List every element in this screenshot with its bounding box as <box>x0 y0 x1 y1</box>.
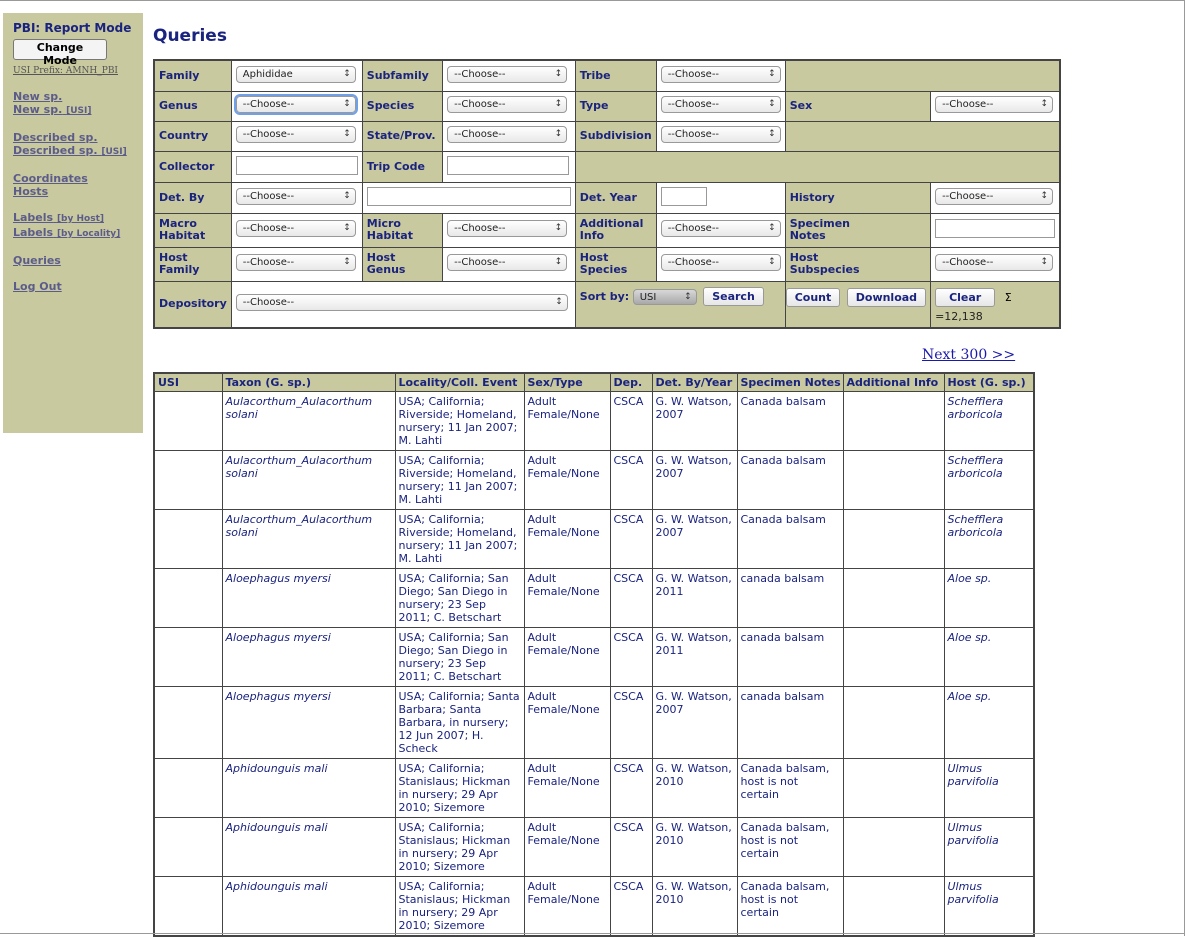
described-sp-usi-label: Described sp. <box>13 144 98 157</box>
clear-controls <box>931 281 1061 328</box>
host-subspecies-label <box>785 247 930 281</box>
host-species-label <box>575 247 656 281</box>
host-subspecies-label-line2: Subspecies <box>789 263 860 276</box>
cell-dep: CSCA <box>610 628 652 687</box>
specimen-notes-label <box>785 213 930 247</box>
cell-additional-info <box>843 759 944 818</box>
table-row[interactable] <box>154 510 1034 569</box>
specimen-notes-label-line1: Specimen <box>789 217 850 230</box>
sex-label: Sex <box>785 91 930 121</box>
type-select[interactable]: --Choose-- ↕ <box>661 96 781 113</box>
cell-taxon: Aulacorthum_Aulacorthum solani <box>222 510 395 569</box>
col-host[interactable]: Host (G. sp.) <box>944 373 1034 392</box>
tripcode-label: Trip Code <box>362 151 442 182</box>
cell-host: Schefflera arboricola <box>944 510 1034 569</box>
cell-sex-type: Adult Female/None <box>524 569 610 628</box>
cell-locality: USA; California; Santa Barbara; Santa Barbara, in nursery; 12 Jun 2007; H. Scheck <box>395 687 524 759</box>
cell-det-by-year: G. W. Watson, 2011 <box>652 569 737 628</box>
cell-dep: CSCA <box>610 877 652 937</box>
micro-habitat-select[interactable]: --Choose-- ↕ <box>447 220 567 237</box>
cell-locality: USA; California; Riverside; Homeland, nursery; 11 Jan 2007; M. Lahti <box>395 451 524 510</box>
country-label: Country <box>154 121 231 151</box>
cell-specimen-notes: canada balsam <box>737 628 843 687</box>
cell-specimen-notes: Canada balsam, host is not certain <box>737 759 843 818</box>
cell-sex-type: Adult Female/None <box>524 451 610 510</box>
col-taxon[interactable]: Taxon (G. sp.) <box>222 373 395 392</box>
cell-dep: CSCA <box>610 510 652 569</box>
by-host-tag: [by Host] <box>56 214 104 224</box>
cell-dep: CSCA <box>610 818 652 877</box>
cell-taxon: Aphidounguis mali <box>222 759 395 818</box>
download-button[interactable]: Download <box>847 288 926 307</box>
cell-det-by-year: G. W. Watson, 2011 <box>652 628 737 687</box>
host-family-select[interactable]: --Choose-- ↕ <box>236 254 356 271</box>
state-label: State/Prov. <box>362 121 442 151</box>
cell-specimen-notes: Canada balsam <box>737 451 843 510</box>
tribe-select[interactable]: --Choose-- ↕ <box>661 66 781 83</box>
detyear-input[interactable] <box>661 187 707 206</box>
host-family-label <box>154 247 231 281</box>
cell-additional-info <box>843 392 944 451</box>
detby-text-input[interactable] <box>367 187 571 206</box>
genus-label: Genus <box>154 91 231 121</box>
depository-select[interactable]: --Choose-- ↕ <box>236 294 568 311</box>
host-genus-label <box>362 247 442 281</box>
table-row[interactable] <box>154 628 1034 687</box>
host-genus-label-line2: Genus <box>366 263 406 276</box>
additional-info-label-line1: Additional <box>579 217 644 230</box>
cell-specimen-notes: Canada balsam, host is not certain <box>737 818 843 877</box>
col-usi[interactable]: USI <box>154 373 222 392</box>
cell-host: Aloe sp. <box>944 569 1034 628</box>
history-label: History <box>785 182 930 213</box>
total-count: =12,138 <box>935 309 983 323</box>
cell-additional-info <box>843 451 944 510</box>
cell-taxon: Aulacorthum_Aulacorthum solani <box>222 451 395 510</box>
cell-taxon: Aphidounguis mali <box>222 818 395 877</box>
micro-habitat-label-line2: Habitat <box>366 229 413 242</box>
usi-tag: [USI] <box>101 147 127 157</box>
cell-host: Ulmus parvifolia <box>944 818 1034 877</box>
table-row[interactable] <box>154 451 1034 510</box>
collector-label: Collector <box>154 151 231 182</box>
cell-locality: USA; California; Stanislaus; Hickman in nursery; 29 Apr 2010; Sizemore <box>395 818 524 877</box>
table-row[interactable] <box>154 877 1034 937</box>
cell-sex-type: Adult Female/None <box>524 687 610 759</box>
cell-det-by-year: G. W. Watson, 2007 <box>652 510 737 569</box>
cell-usi <box>154 628 222 687</box>
cell-host: Schefflera arboricola <box>944 392 1034 451</box>
family-select[interactable]: Aphididae ↕ <box>236 66 356 83</box>
detby-select[interactable]: --Choose-- ↕ <box>236 188 356 205</box>
search-button[interactable]: Search <box>703 287 764 306</box>
usi-tag: [USI] <box>66 106 92 116</box>
cell-additional-info <box>843 628 944 687</box>
cell-host: Ulmus parvifolia <box>944 759 1034 818</box>
cell-taxon: Aloephagus myersi <box>222 628 395 687</box>
query-form <box>153 59 1061 329</box>
empty-cell <box>785 60 1060 91</box>
cell-locality: USA; California; Stanislaus; Hickman in nursery; 29 Apr 2010; Sizemore <box>395 759 524 818</box>
cell-locality: USA; California; San Diego; San Diego in nursery; 23 Sep 2011; C. Betschart <box>395 569 524 628</box>
cell-usi <box>154 569 222 628</box>
cell-usi <box>154 687 222 759</box>
table-row[interactable] <box>154 569 1034 628</box>
results-header-row <box>154 373 1034 392</box>
depository-label: Depository <box>154 281 231 328</box>
state-select[interactable]: --Choose-- ↕ <box>447 126 567 143</box>
additional-info-select[interactable]: --Choose-- ↕ <box>661 220 781 237</box>
empty-cell <box>785 121 1060 151</box>
hosts-link[interactable]: Hosts <box>13 185 49 198</box>
table-row[interactable] <box>154 759 1034 818</box>
cell-dep: CSCA <box>610 451 652 510</box>
macro-habitat-label <box>154 213 231 247</box>
cell-usi <box>154 510 222 569</box>
cell-sex-type: Adult Female/None <box>524 628 610 687</box>
cell-dep: CSCA <box>610 569 652 628</box>
country-select[interactable]: --Choose-- ↕ <box>236 126 356 143</box>
cell-host: Aloe sp. <box>944 628 1034 687</box>
cell-specimen-notes: canada balsam <box>737 687 843 759</box>
cell-taxon: Aloephagus myersi <box>222 569 395 628</box>
cell-sex-type: Adult Female/None <box>524 392 610 451</box>
cell-dep: CSCA <box>610 759 652 818</box>
subfamily-label: Subfamily <box>362 60 442 91</box>
cell-usi <box>154 877 222 937</box>
col-locality[interactable]: Locality/Coll. Event <box>395 373 524 392</box>
queries-link[interactable]: Queries <box>13 254 61 267</box>
described-sp-link[interactable]: Described sp. <box>13 131 98 144</box>
col-specimen-notes[interactable]: Specimen Notes <box>737 373 843 392</box>
cell-locality: USA; California; Stanislaus; Hickman in nursery; 29 Apr 2010; Sizemore <box>395 877 524 937</box>
coordinates-link[interactable]: Coordinates <box>13 172 88 185</box>
sortby-select[interactable]: USI ↕ <box>633 289 697 305</box>
cell-sex-type: Adult Female/None <box>524 510 610 569</box>
macro-habitat-label-line1: Macro <box>159 217 197 230</box>
additional-info-label-line2: Info <box>579 229 605 242</box>
cell-det-by-year: G. W. Watson, 2007 <box>652 392 737 451</box>
host-genus-label-line1: Host <box>366 251 396 264</box>
host-species-label-line2: Species <box>579 263 628 276</box>
cell-additional-info <box>843 510 944 569</box>
host-family-label-line1: Host <box>159 251 188 264</box>
cell-sex-type: Adult Female/None <box>524 818 610 877</box>
change-mode-button[interactable]: Change Mode <box>13 39 107 60</box>
collector-input[interactable] <box>236 156 358 175</box>
cell-additional-info <box>843 818 944 877</box>
sidebar <box>3 13 143 433</box>
top-border <box>0 0 1185 1</box>
type-label: Type <box>575 91 656 121</box>
detyear-label: Det. Year <box>575 182 656 213</box>
species-select[interactable]: --Choose-- ↕ <box>447 96 567 113</box>
micro-habitat-label-line1: Micro <box>366 217 401 230</box>
action-controls <box>785 281 930 328</box>
cell-specimen-notes: Canada balsam <box>737 392 843 451</box>
sex-select[interactable]: --Choose-- ↕ <box>935 96 1053 113</box>
table-row[interactable] <box>154 392 1034 451</box>
cell-additional-info <box>843 687 944 759</box>
cell-dep: CSCA <box>610 687 652 759</box>
by-locality-tag: [by Locality] <box>56 229 121 239</box>
host-species-label-line1: Host <box>579 251 609 264</box>
cell-host: Ulmus parvifolia <box>944 877 1034 937</box>
cell-additional-info <box>843 569 944 628</box>
specimen-notes-label-line2: Notes <box>789 229 826 242</box>
host-species-select[interactable]: --Choose-- ↕ <box>661 254 781 271</box>
sort-controls <box>575 281 785 328</box>
count-button[interactable]: Count <box>786 288 841 307</box>
results-table <box>153 372 1035 937</box>
host-genus-select[interactable]: --Choose-- ↕ <box>447 254 567 271</box>
col-sex-type[interactable]: Sex/Type <box>524 373 610 392</box>
cell-specimen-notes: canada balsam <box>737 569 843 628</box>
host-subspecies-label-line1: Host <box>789 251 819 264</box>
additional-info-label <box>575 213 656 247</box>
col-det-by-year[interactable]: Det. By/Year <box>652 373 737 392</box>
bottom-border <box>0 933 1185 934</box>
host-family-label-line2: Family <box>159 263 200 276</box>
subdivision-label: Subdivision <box>575 121 656 151</box>
empty-cell <box>575 151 1060 182</box>
cell-dep: CSCA <box>610 392 652 451</box>
usi-prefix: USI Prefix: AMNH_PBI <box>13 66 118 76</box>
table-row[interactable] <box>154 687 1034 759</box>
cell-det-by-year: G. W. Watson, 2010 <box>652 818 737 877</box>
mode-title: PBI: Report Mode <box>13 21 132 35</box>
sortby-label: Sort by: <box>579 289 630 303</box>
next-page-link[interactable]: Next 300 >> <box>922 347 1016 363</box>
cell-locality: USA; California; San Diego; San Diego in nursery; 23 Sep 2011; C. Betschart <box>395 628 524 687</box>
cell-det-by-year: G. W. Watson, 2007 <box>652 687 737 759</box>
cell-usi <box>154 818 222 877</box>
macro-habitat-label-line2: Habitat <box>159 229 206 242</box>
described-sp-usi-link[interactable] <box>13 144 133 159</box>
cell-sex-type: Adult Female/None <box>524 877 610 937</box>
micro-habitat-label <box>362 213 442 247</box>
cell-det-by-year: G. W. Watson, 2007 <box>652 451 737 510</box>
history-select[interactable]: --Choose-- ↕ <box>935 188 1053 205</box>
cell-taxon: Aloephagus myersi <box>222 687 395 759</box>
cell-additional-info <box>843 877 944 937</box>
host-subspecies-select[interactable]: --Choose-- ↕ <box>935 254 1053 271</box>
cell-locality: USA; California; Riverside; Homeland, nursery; 11 Jan 2007; M. Lahti <box>395 510 524 569</box>
cell-det-by-year: G. W. Watson, 2010 <box>652 877 737 937</box>
tribe-label: Tribe <box>575 60 656 91</box>
cell-locality: USA; California; Riverside; Homeland, nursery; 11 Jan 2007; M. Lahti <box>395 392 524 451</box>
cell-specimen-notes: Canada balsam <box>737 510 843 569</box>
page-title: Queries <box>153 26 227 46</box>
table-row[interactable] <box>154 818 1034 877</box>
cell-taxon: Aulacorthum_Aulacorthum solani <box>222 392 395 451</box>
cell-specimen-notes: Canada balsam, host is not certain <box>737 877 843 937</box>
detby-label: Det. By <box>154 182 231 213</box>
labels-by-locality-link[interactable] <box>13 226 133 241</box>
cell-host: Schefflera arboricola <box>944 451 1034 510</box>
labels-label: Labels <box>13 226 54 239</box>
cell-det-by-year: G. W. Watson, 2010 <box>652 759 737 818</box>
species-label: Species <box>362 91 442 121</box>
labels-label: Labels <box>13 211 54 224</box>
sigma-icon: Σ <box>1004 290 1012 304</box>
new-sp-link[interactable]: New sp. <box>13 90 63 103</box>
clear-button[interactable]: Clear <box>935 288 995 307</box>
specimen-notes-input[interactable] <box>935 219 1055 238</box>
genus-select[interactable]: --Choose-- ↕ <box>236 96 356 113</box>
subfamily-select[interactable]: --Choose-- ↕ <box>447 66 567 83</box>
cell-usi <box>154 392 222 451</box>
cell-usi <box>154 451 222 510</box>
cell-sex-type: Adult Female/None <box>524 759 610 818</box>
new-sp-usi-label: New sp. <box>13 103 63 116</box>
logout-link[interactable]: Log Out <box>13 280 62 293</box>
tripcode-input[interactable] <box>447 156 569 175</box>
new-sp-usi-link[interactable] <box>13 103 133 118</box>
col-additional-info[interactable]: Additional Info <box>843 373 944 392</box>
cell-usi <box>154 759 222 818</box>
labels-by-host-link[interactable] <box>13 211 133 226</box>
cell-host: Aloe sp. <box>944 687 1034 759</box>
family-label: Family <box>154 60 231 91</box>
col-dep[interactable]: Dep. <box>610 373 652 392</box>
macro-habitat-select[interactable]: --Choose-- ↕ <box>236 220 356 237</box>
cell-taxon: Aphidounguis mali <box>222 877 395 937</box>
subdivision-select[interactable]: --Choose-- ↕ <box>661 126 781 143</box>
